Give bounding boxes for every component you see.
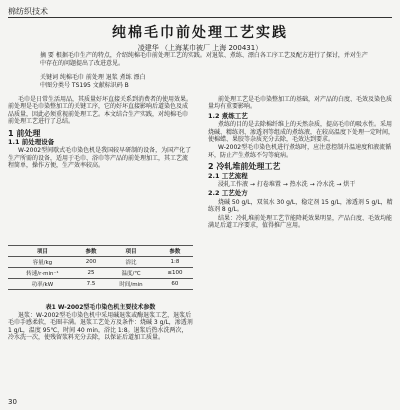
table-cell: 60 xyxy=(157,279,193,290)
author-line: 凌建华 （上海某巾被厂 上海 200431） xyxy=(137,44,263,52)
abstract xyxy=(40,52,370,67)
table-cell: ≤100 xyxy=(157,268,193,279)
paragraph-desizing: 退浆：W-2002型毛巾染色机中采用碱退浆或酶退浆工艺，退浆后毛巾手感柔软，毛圈丰满。退浆工艺处方及条件：烧碱 3 g/L，渗透剂 1 g/L，温度 95℃，时间 40 min，浴比 1:8。退浆后热水洗两次，冷水洗一次，使残留浆料充分去除，以保证后道加工质量。 xyxy=(8,312,193,342)
subsection-heading-2-1: 2.1 工艺流程 xyxy=(208,171,248,180)
table-header-cell: 项目 xyxy=(105,246,157,257)
table-header-cell: 参数 xyxy=(77,246,105,257)
table-cell: 200 xyxy=(77,257,105,268)
table-header-cell: 参数 xyxy=(157,246,193,257)
page-number: 30 xyxy=(8,398,17,406)
paragraph-recipe: 烧碱 50 g/L，双氧水 30 g/L，稳定剂 15 g/L，渗透剂 5 g/L，精练剂 8 g/L。 xyxy=(208,198,393,214)
table-cell: 功率/kW xyxy=(8,279,77,290)
table-cell: 温度/℃ xyxy=(105,268,157,279)
right-column xyxy=(208,96,394,231)
table-cell: 1:8 xyxy=(157,257,193,268)
abstract-text: 摘 要 根据毛巾生产的特点，介绍纯棉毛巾前处理工艺的实践。对退浆、煮练、漂白各工序工艺及配方进行了探讨，并对生产中存在的问题提出了改进意见。 xyxy=(40,52,368,67)
table-header-row xyxy=(8,246,193,257)
classification: 中图分类号 TS195 文献标识码 B xyxy=(40,81,129,89)
article-title: 纯棉毛巾前处理工艺实践 xyxy=(112,25,288,41)
journal-name: 棉纺织技术 xyxy=(8,7,48,16)
parameter-table xyxy=(8,245,193,305)
paragraph-scouring: 煮练的目的是去除棉纤维上的天然杂质，提高毛巾的吸水性。采用烧碱、精练剂、渗透剂等组成的煮练液，在较高温度下处理一定时间，使棉蜡、果胶等杂质充分去除，毛效达到要求。 xyxy=(208,121,395,144)
left-column xyxy=(8,96,193,171)
section-heading-2: 2 冷轧堆前处理工艺 xyxy=(208,162,281,172)
paragraph-scouring-note: W-2002型毛巾染色机进行煮练时，应注意控制升温速度和液流循环，防止产生煮练不匀等疵病。 xyxy=(208,144,392,159)
intro-paragraph: 毛巾是日常生活用品，其质量好坏直接关系到消费者的使用效果。前处理是毛巾染整加工的关键工序，它的好坏直接影响后道染色及成品质量，因此必须重视前处理工艺。本文结合生产实践，对纯棉毛巾前处理工艺进行了总结。 xyxy=(8,96,193,126)
paragraph-right-1: 前处理工艺是毛巾染整加工的基础，对产品的白度、毛效及染色质量均有重要影响。 xyxy=(208,96,393,111)
keywords: 关键词 纯棉毛巾 前处理 退浆 煮练 漂白 xyxy=(40,74,146,81)
subsection-heading-2-2: 2.2 工艺处方 xyxy=(208,189,248,198)
table-cell: 时间/min xyxy=(105,279,157,290)
table-header-cell: 项目 xyxy=(8,246,77,257)
header-rule xyxy=(8,17,392,18)
subsection-heading-1-1: 1.1 前处理设备 xyxy=(8,138,55,147)
left-column-bottom xyxy=(8,312,193,343)
paragraph-equipment: W-2002型间歇式毛巾染色机是我国较早研制的设备，为国产化了生产所需的设备，适用于毛巾、浴巾等产品的前处理加工，其工艺流程简单，操作方便，生产效率较高。 xyxy=(8,147,192,170)
subsection-heading-1-2: 1.2 煮练工艺 xyxy=(208,111,248,120)
table-cell: 7.5 xyxy=(77,279,105,290)
paragraph-result: 结果：冷轧堆前处理工艺节能降耗效果明显，产品白度、毛效均能满足后道工序要求，值得推广应用。 xyxy=(208,214,393,230)
table-row xyxy=(8,257,193,268)
table-row xyxy=(8,279,193,290)
keywords-block xyxy=(40,74,370,89)
table-cell: 容量/kg xyxy=(8,257,77,268)
table-cell: 浴比 xyxy=(105,257,157,268)
table-cell: 转速/r·min⁻¹ xyxy=(8,268,77,279)
table-caption: 表1 W-2002型毛巾染色机主要技术参数 xyxy=(45,304,156,311)
section-heading-1: 1 前处理 xyxy=(8,128,41,138)
paragraph-process-flow: 浸轧工作液 → 打卷堆置 → 热水洗 → 冷水洗 → 烘干 xyxy=(218,181,356,189)
table-row xyxy=(8,268,193,279)
table-cell: 25 xyxy=(77,268,105,279)
